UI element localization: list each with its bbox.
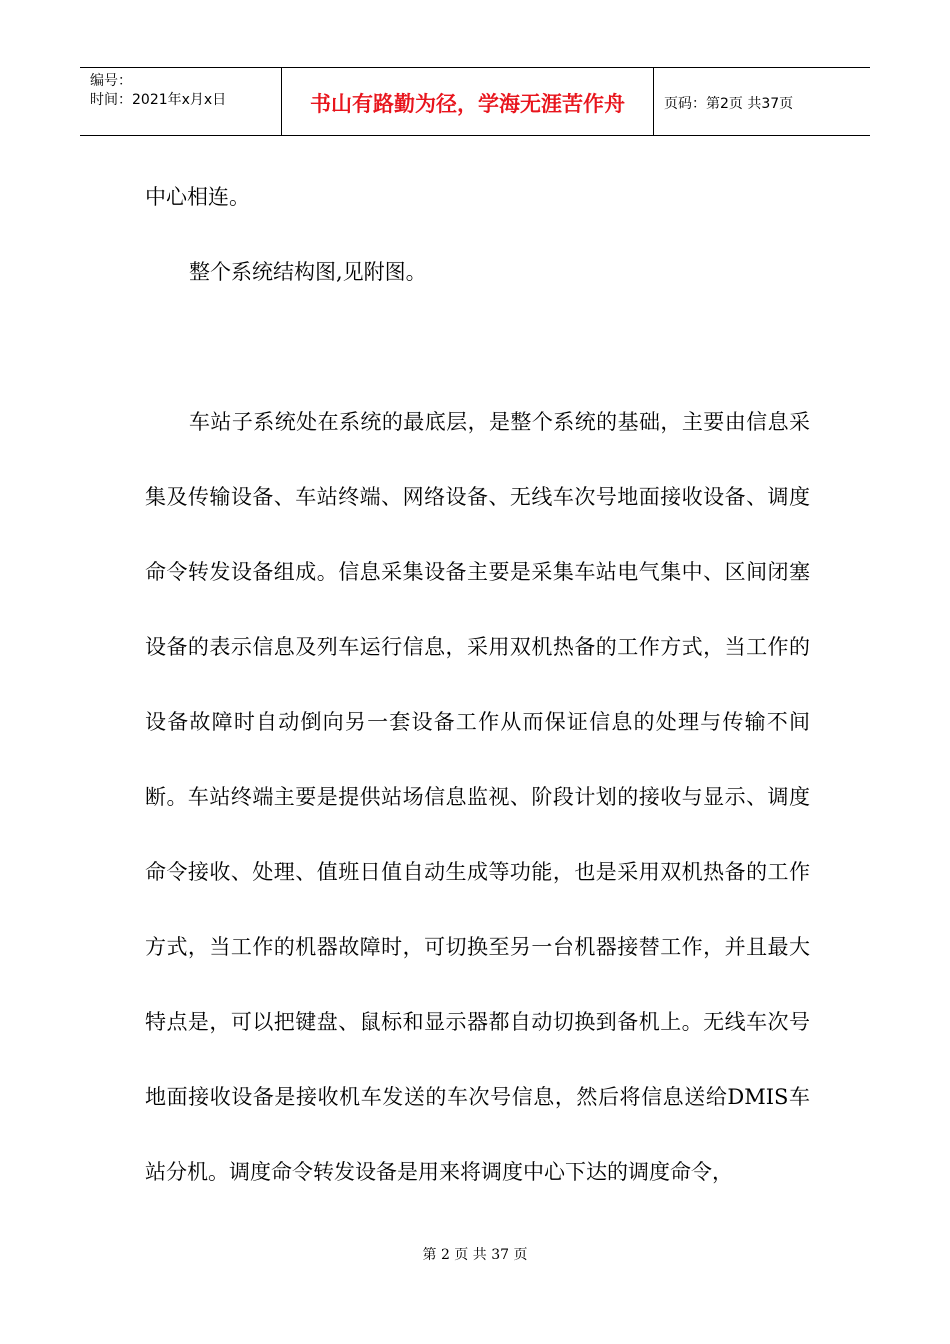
body-paragraph-station-subsystem: 车站子系统处在系统的最底层，是整个系统的基础，主要由信息采集及传输设备、车站终端、网络设备、无线车次号地面接收设备、调度命令转发设备组成。信息采集设备主要是采集车站电气集中、区间闭塞设备的表示信息及列车运行信息，采用双机热备的工作方式，当工作的设备故障时自动倒向另一套设备工作从而保证信息的处理与传输不间断。车站终端主要是提供站场信息监视、阶段计划的接收与显示、调度命令接收、处理、值班日值自动生成等功能，也是采用双机热备的工作方式，当工作的机器故障时，可切换至另一台机器接替工作，并且最大特点是，可以把键盘、鼠标和显示器都自动切换到备机上。无线车次号地面接收设备是接收机车发送的车次号信息，然后将信息送给DMIS车站分机。调度命令转发设备是用来将调度中心下达的调度命令， [145,410,810,1184]
body-paragraph-structure-note: 整个系统结构图,见附图。 [189,260,427,284]
header-motto-cell [281,68,654,135]
document-number-label: 编号： [90,73,132,89]
body-paragraph-continuation: 中心相连。 [145,185,250,209]
document-header [80,67,870,136]
header-page-info: 页码：第2页 共37页 [664,96,794,112]
header-meta-cell [80,68,281,135]
header-page-cell [654,68,870,135]
document-body [145,160,810,1210]
header-motto: 书山有路勤为径，学海无涯苦作舟 [310,92,625,116]
document-date-label: 时间：2021年x月x日 [90,92,227,108]
paragraph-gap [145,310,810,385]
page-footer: 第 2 页 共 37 页 [422,1247,528,1263]
